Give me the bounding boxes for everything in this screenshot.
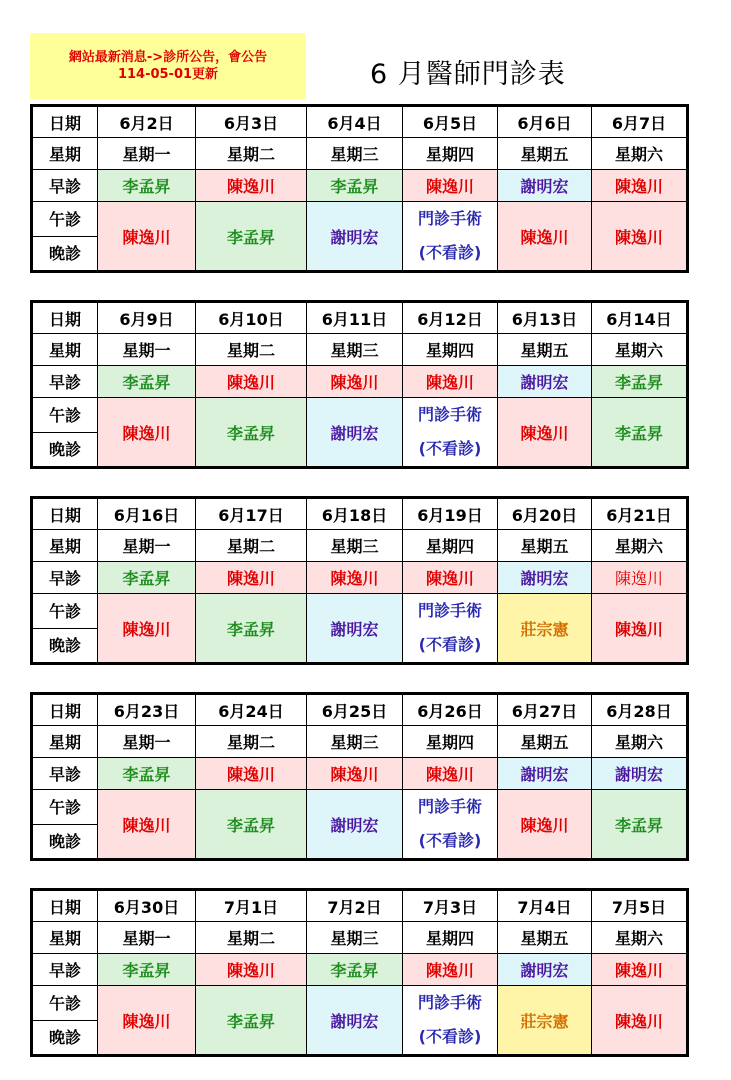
- weekday-cell: 星期六: [592, 922, 688, 954]
- afternoon-evening-label: [32, 202, 98, 272]
- date-label: 日期: [32, 106, 98, 138]
- no-consultation-note: (不看診): [418, 635, 482, 654]
- evening-label: 晚診: [48, 243, 81, 263]
- pm-doctor-cell: 陳逸川: [592, 594, 688, 664]
- outpatient-surgery-cell: [403, 202, 498, 272]
- notice-line-1: 網站最新消息->診所公告，會公告: [68, 50, 268, 65]
- pm-doctor-cell: 李孟昇: [196, 790, 307, 860]
- weekday-cell: 星期二: [196, 726, 307, 758]
- morning-doctor-cell: 陳逸川: [592, 954, 688, 986]
- morning-doctor-cell: 李孟昇: [592, 366, 688, 398]
- no-consultation-note: (不看診): [418, 439, 482, 458]
- surgery-label: 門診手術: [417, 209, 482, 228]
- weekday-label: 星期: [32, 726, 98, 758]
- weekday-cell: 星期二: [196, 138, 307, 170]
- date-cell: 6月18日: [307, 498, 403, 530]
- afternoon-label: 午診: [33, 399, 97, 433]
- weekday-row: [32, 726, 688, 758]
- morning-doctor-cell: 謝明宏: [498, 954, 592, 986]
- week-schedule-table: [30, 104, 689, 273]
- morning-row: [32, 758, 688, 790]
- pm-doctor-cell: 陳逸川: [98, 790, 196, 860]
- weekday-cell: 星期二: [196, 530, 307, 562]
- date-row: [32, 498, 688, 530]
- weekday-cell: 星期一: [98, 530, 196, 562]
- afternoon-evening-row: [32, 398, 688, 468]
- surgery-label: 門診手術: [417, 405, 482, 424]
- morning-doctor-cell: 陳逸川: [403, 562, 498, 594]
- date-cell: 6月23日: [98, 694, 196, 726]
- morning-doctor-cell: 李孟昇: [307, 170, 403, 202]
- morning-label: 早診: [32, 366, 98, 398]
- weekday-cell: 星期三: [307, 138, 403, 170]
- evening-label: 晚診: [48, 439, 81, 459]
- pm-doctor-cell: 陳逸川: [498, 398, 592, 468]
- date-cell: 6月10日: [196, 302, 307, 334]
- date-row: [32, 106, 688, 138]
- morning-row: [32, 562, 688, 594]
- outpatient-surgery-cell: [403, 790, 498, 860]
- pm-doctor-cell: 陳逸川: [98, 202, 196, 272]
- morning-doctor-cell: 李孟昇: [307, 954, 403, 986]
- pm-doctor-cell: 李孟昇: [196, 398, 307, 468]
- weekday-cell: 星期四: [403, 334, 498, 366]
- pm-doctor-cell: 謝明宏: [307, 986, 403, 1056]
- morning-doctor-cell: 陳逸川: [403, 758, 498, 790]
- weekday-cell: 星期三: [307, 726, 403, 758]
- weekday-cell: 星期二: [196, 922, 307, 954]
- pm-doctor-cell: 李孟昇: [592, 398, 688, 468]
- week-schedule-table: [30, 692, 689, 861]
- afternoon-evening-label: [32, 790, 98, 860]
- morning-row: [32, 954, 688, 986]
- weekday-cell: 星期五: [498, 530, 592, 562]
- page-title: 6 月醫師門診表: [370, 59, 566, 90]
- pm-doctor-cell: 李孟昇: [196, 986, 307, 1056]
- morning-doctor-cell: 陳逸川: [592, 170, 688, 202]
- morning-label: 早診: [32, 170, 98, 202]
- morning-doctor-cell: 謝明宏: [498, 366, 592, 398]
- weekday-cell: 星期一: [98, 726, 196, 758]
- date-cell: 6月6日: [498, 106, 592, 138]
- morning-doctor-cell: 謝明宏: [498, 562, 592, 594]
- weekday-row: [32, 530, 688, 562]
- no-consultation-note: (不看診): [418, 1027, 482, 1046]
- pm-doctor-cell: 莊宗憲: [498, 986, 592, 1056]
- date-cell: 6月26日: [403, 694, 498, 726]
- morning-doctor-cell: 陳逸川: [403, 366, 498, 398]
- weekday-cell: 星期六: [592, 138, 688, 170]
- date-cell: 6月28日: [592, 694, 688, 726]
- date-label: 日期: [32, 498, 98, 530]
- pm-doctor-cell: 陳逸川: [592, 202, 688, 272]
- date-row: [32, 694, 688, 726]
- afternoon-label: 午診: [33, 595, 97, 629]
- date-cell: 6月27日: [498, 694, 592, 726]
- afternoon-evening-row: [32, 202, 688, 272]
- weekday-cell: 星期二: [196, 334, 307, 366]
- date-label: 日期: [32, 890, 98, 922]
- pm-doctor-cell: 陳逸川: [98, 594, 196, 664]
- pm-doctor-cell: 李孟昇: [592, 790, 688, 860]
- weekday-cell: 星期四: [403, 726, 498, 758]
- date-cell: 6月12日: [403, 302, 498, 334]
- date-cell: 6月25日: [307, 694, 403, 726]
- outpatient-surgery-cell: [403, 594, 498, 664]
- weekday-cell: 星期四: [403, 922, 498, 954]
- week-schedule-table: [30, 300, 689, 469]
- date-cell: 6月14日: [592, 302, 688, 334]
- weekday-cell: 星期一: [98, 138, 196, 170]
- notice-line-2: 114-05-01更新: [117, 67, 219, 82]
- date-row: [32, 302, 688, 334]
- date-cell: 6月13日: [498, 302, 592, 334]
- surgery-label: 門診手術: [417, 601, 482, 620]
- morning-doctor-cell: 陳逸川: [196, 170, 307, 202]
- date-cell: 6月30日: [98, 890, 196, 922]
- weekday-cell: 星期六: [592, 530, 688, 562]
- weekday-cell: 星期五: [498, 334, 592, 366]
- date-label: 日期: [32, 302, 98, 334]
- morning-doctor-cell: 陳逸川: [592, 562, 688, 594]
- pm-doctor-cell: 李孟昇: [196, 594, 307, 664]
- pm-doctor-cell: 陳逸川: [98, 986, 196, 1056]
- afternoon-evening-row: [32, 594, 688, 664]
- date-cell: 6月11日: [307, 302, 403, 334]
- weekday-cell: 星期四: [403, 138, 498, 170]
- pm-doctor-cell: 莊宗憲: [498, 594, 592, 664]
- morning-doctor-cell: 李孟昇: [98, 170, 196, 202]
- pm-doctor-cell: 謝明宏: [307, 398, 403, 468]
- morning-doctor-cell: 陳逸川: [403, 954, 498, 986]
- afternoon-evening-row: [32, 986, 688, 1056]
- pm-doctor-cell: 陳逸川: [592, 986, 688, 1056]
- pm-doctor-cell: 謝明宏: [307, 202, 403, 272]
- weekday-cell: 星期六: [592, 726, 688, 758]
- outpatient-surgery-cell: [403, 398, 498, 468]
- date-cell: 6月19日: [403, 498, 498, 530]
- weekday-row: [32, 334, 688, 366]
- afternoon-label: 午診: [33, 791, 97, 825]
- date-cell: 6月4日: [307, 106, 403, 138]
- morning-doctor-cell: 陳逸川: [307, 562, 403, 594]
- afternoon-evening-label: [32, 594, 98, 664]
- morning-doctor-cell: 謝明宏: [498, 758, 592, 790]
- date-cell: 6月24日: [196, 694, 307, 726]
- morning-doctor-cell: 陳逸川: [196, 562, 307, 594]
- date-cell: 6月3日: [196, 106, 307, 138]
- morning-doctor-cell: 陳逸川: [196, 954, 307, 986]
- weekday-cell: 星期一: [98, 922, 196, 954]
- morning-doctor-cell: 李孟昇: [98, 366, 196, 398]
- morning-doctor-cell: 謝明宏: [498, 170, 592, 202]
- date-cell: 7月4日: [498, 890, 592, 922]
- morning-doctor-cell: 陳逸川: [307, 758, 403, 790]
- no-consultation-note: (不看診): [418, 831, 482, 850]
- weekday-cell: 星期一: [98, 334, 196, 366]
- outpatient-surgery-cell: [403, 986, 498, 1056]
- date-row: [32, 890, 688, 922]
- morning-doctor-cell: 陳逸川: [403, 170, 498, 202]
- date-cell: 6月16日: [98, 498, 196, 530]
- pm-doctor-cell: 陳逸川: [498, 790, 592, 860]
- date-cell: 6月2日: [98, 106, 196, 138]
- weekday-label: 星期: [32, 138, 98, 170]
- weekday-cell: 星期五: [498, 922, 592, 954]
- date-cell: 6月17日: [196, 498, 307, 530]
- morning-doctor-cell: 李孟昇: [98, 758, 196, 790]
- date-cell: 6月21日: [592, 498, 688, 530]
- pm-doctor-cell: 陳逸川: [98, 398, 196, 468]
- morning-doctor-cell: 陳逸川: [307, 366, 403, 398]
- morning-doctor-cell: 謝明宏: [592, 758, 688, 790]
- evening-label: 晚診: [48, 1027, 81, 1047]
- date-cell: 6月5日: [403, 106, 498, 138]
- afternoon-evening-row: [32, 790, 688, 860]
- website-notice: [30, 33, 306, 99]
- morning-label: 早診: [32, 758, 98, 790]
- pm-doctor-cell: 謝明宏: [307, 594, 403, 664]
- morning-row: [32, 366, 688, 398]
- weekday-cell: 星期三: [307, 334, 403, 366]
- week-schedule-table: [30, 496, 689, 665]
- morning-row: [32, 170, 688, 202]
- morning-doctor-cell: 陳逸川: [196, 366, 307, 398]
- week-schedule-table: [30, 888, 689, 1057]
- afternoon-label: 午診: [33, 203, 97, 237]
- pm-doctor-cell: 陳逸川: [498, 202, 592, 272]
- date-cell: 7月5日: [592, 890, 688, 922]
- morning-label: 早診: [32, 562, 98, 594]
- date-cell: 6月20日: [498, 498, 592, 530]
- evening-label: 晚診: [48, 831, 81, 851]
- surgery-label: 門診手術: [417, 993, 482, 1012]
- weekday-label: 星期: [32, 530, 98, 562]
- date-cell: 7月2日: [307, 890, 403, 922]
- afternoon-label: 午診: [33, 987, 97, 1021]
- weekday-cell: 星期三: [307, 530, 403, 562]
- pm-doctor-cell: 謝明宏: [307, 790, 403, 860]
- date-cell: 7月1日: [196, 890, 307, 922]
- evening-label: 晚診: [48, 635, 81, 655]
- weekday-label: 星期: [32, 922, 98, 954]
- afternoon-evening-label: [32, 398, 98, 468]
- date-cell: 6月7日: [592, 106, 688, 138]
- morning-label: 早診: [32, 954, 98, 986]
- no-consultation-note: (不看診): [418, 243, 482, 262]
- pm-doctor-cell: 李孟昇: [196, 202, 307, 272]
- date-cell: 6月9日: [98, 302, 196, 334]
- weekday-cell: 星期三: [307, 922, 403, 954]
- morning-doctor-cell: 李孟昇: [98, 954, 196, 986]
- weekday-row: [32, 138, 688, 170]
- weekday-cell: 星期六: [592, 334, 688, 366]
- date-label: 日期: [32, 694, 98, 726]
- weekday-cell: 星期四: [403, 530, 498, 562]
- weekday-row: [32, 922, 688, 954]
- weekday-label: 星期: [32, 334, 98, 366]
- weekday-cell: 星期五: [498, 138, 592, 170]
- surgery-label: 門診手術: [417, 797, 482, 816]
- date-cell: 7月3日: [403, 890, 498, 922]
- morning-doctor-cell: 陳逸川: [196, 758, 307, 790]
- afternoon-evening-label: [32, 986, 98, 1056]
- morning-doctor-cell: 李孟昇: [98, 562, 196, 594]
- weekday-cell: 星期五: [498, 726, 592, 758]
